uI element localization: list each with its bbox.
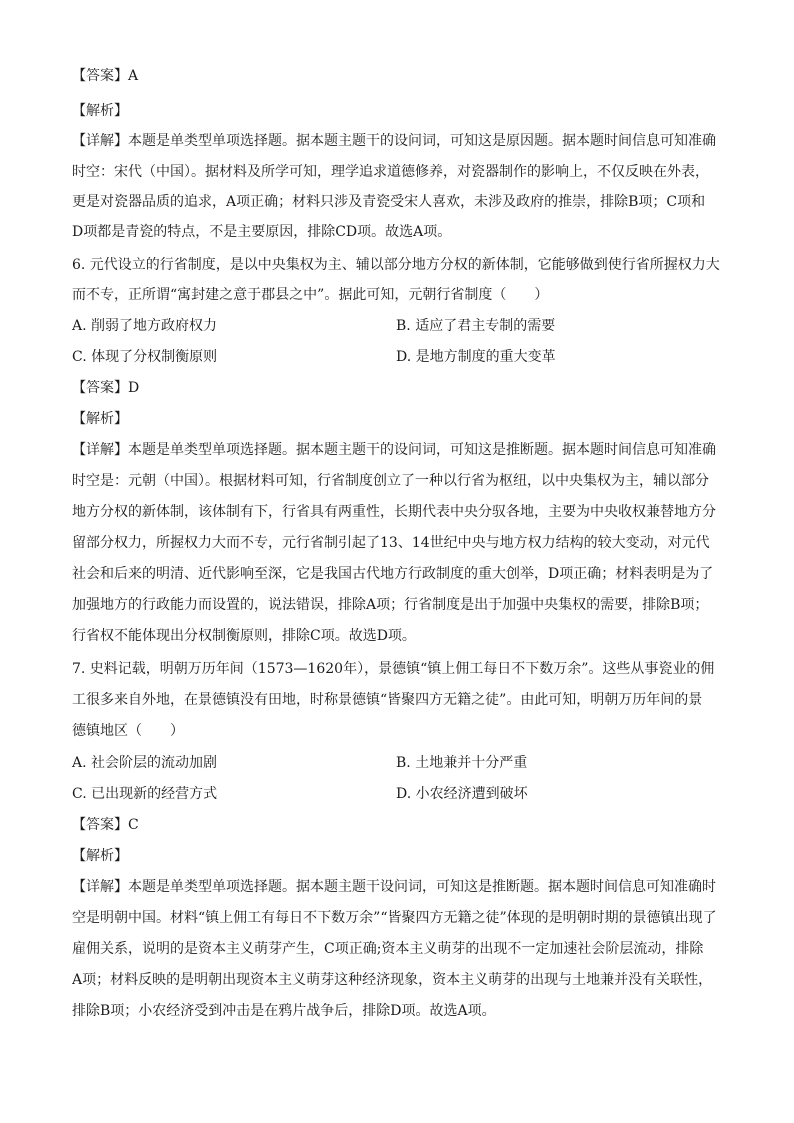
q6-option-b: B. 适应了君主专制的需要 [396, 318, 556, 334]
q5-detail-line: 时空：宋代（中国）。据材料及所学可知，理学追求道德修养，对瓷器制作的影响上，不仅反映在外表， [72, 164, 709, 180]
q6-option-a: A. 削弱了地方政府权力 [72, 318, 218, 334]
q7-stem-line: 工很多来自外地，在景德镇没有田地，时称景德镇“皆聚四方无籍之徒”。由此可知，明朝万历年间的景 [72, 692, 703, 708]
q6-detail-line: 加强地方的行政能力而设置的，说法错误，排除A项；行省制度是出于加强中央集权的需要，排除B项； [72, 597, 709, 613]
q7-stem-line: 德镇地区（ ） [72, 723, 184, 739]
q5-analysis-heading: 【解析】 [72, 103, 128, 119]
q5-detail-line: 【详解】本题是单类型单项选择题。据本题主题干的设问词，可知这是原因题。据本题时间信息可知准确 [72, 133, 716, 149]
q7-detail-line: 雇佣关系，说明的是资本主义萌芽产生，C项正确;资本主义萌芽的出现不一定加速社会阶层流动，排除 [72, 941, 704, 957]
q6-analysis-heading: 【解析】 [72, 411, 128, 427]
q7-option-b: B. 土地兼并十分严重 [396, 755, 528, 771]
q7-analysis-heading: 【解析】 [72, 848, 128, 864]
q7-detail-line: 空是明朝中国。材料“镇上佣工有每日不下数万余”“皆聚四方无籍之徒”体现的是明朝时期的景德镇出现了 [72, 910, 717, 926]
q6-detail-line: 【详解】本题是单类型单项选择题。据本题主题干的设问词，可知这是推断题。据本题时间信息可知准确 [72, 442, 716, 458]
q7-answer: 【答案】C [72, 817, 139, 833]
q6-answer: 【答案】D [72, 380, 140, 396]
q5-answer: 【答案】A [72, 68, 139, 84]
q6-option-d: D. 是地方制度的重大变革 [396, 349, 556, 365]
q6-detail-line: 行省权不能体现出分权制衡原则，排除C项。故选D项。 [72, 628, 416, 644]
q5-detail-line: D项都是青瓷的特点，不是主要原因，排除CD项。故选A项。 [72, 224, 452, 240]
q5-detail-line: 更是对瓷器品质的追求，A项正确；材料只涉及青瓷受宋人喜欢，未涉及政府的推崇，排除B项；C项和 [72, 194, 706, 210]
q7-option-a: A. 社会阶层的流动加剧 [72, 755, 218, 771]
q7-option-c: C. 已出现新的经营方式 [72, 786, 218, 802]
q6-stem-line: 而不专，正所谓“寓封建之意于郡县之中”。据此可知，元朝行省制度（ ） [72, 287, 549, 303]
q6-detail-line: 社会和后来的明清、近代影响至深，它是我国古代地方行政制度的重大创举，D项正确；材料表明是为了 [72, 566, 714, 582]
q7-stem-line: 7. 史料记载，明朝万历年间（1573—1620年），景德镇“镇上佣工每日不下数万余”。这些从事瓷业的佣 [72, 661, 715, 677]
q6-detail-line: 地方分权的新体制，该体制有下，行省具有两重性，长期代表中央分驭各地，主要为中央收权兼替地方分 [72, 504, 716, 520]
q7-detail-line: 【详解】本题是单类型单项选择题。据本题主题干设问词，可知这是推断题。据本题时间信息可知准确时 [72, 879, 716, 895]
q6-option-c: C. 体现了分权制衡原则 [72, 349, 218, 365]
q6-stem-line: 6. 元代设立的行省制度，是以中央集权为主、辅以部分地方分权的新体制，它能够做到使行省所握权力大 [72, 257, 720, 273]
q7-detail-line: A项；材料反映的是明朝出现资本主义萌芽这种经济现象，资本主义萌芽的出现与土地兼并没有关联性， [72, 972, 713, 988]
q6-detail-line: 时空是：元朝（中国）。根据材料可知，行省制度创立了一种以行省为枢纽，以中央集权为主，辅以部分 [72, 473, 709, 489]
q7-option-d: D. 小农经济遭到破坏 [396, 786, 528, 802]
q7-detail-line: 排除B项；小农经济受到冲击是在鸦片战争后，排除D项。故选A项。 [72, 1003, 496, 1019]
q6-detail-line: 留部分权力，所握权力大而不专，元行省制引起了13、14世纪中央与地方权力结构的较大变动，对元代 [72, 535, 710, 551]
